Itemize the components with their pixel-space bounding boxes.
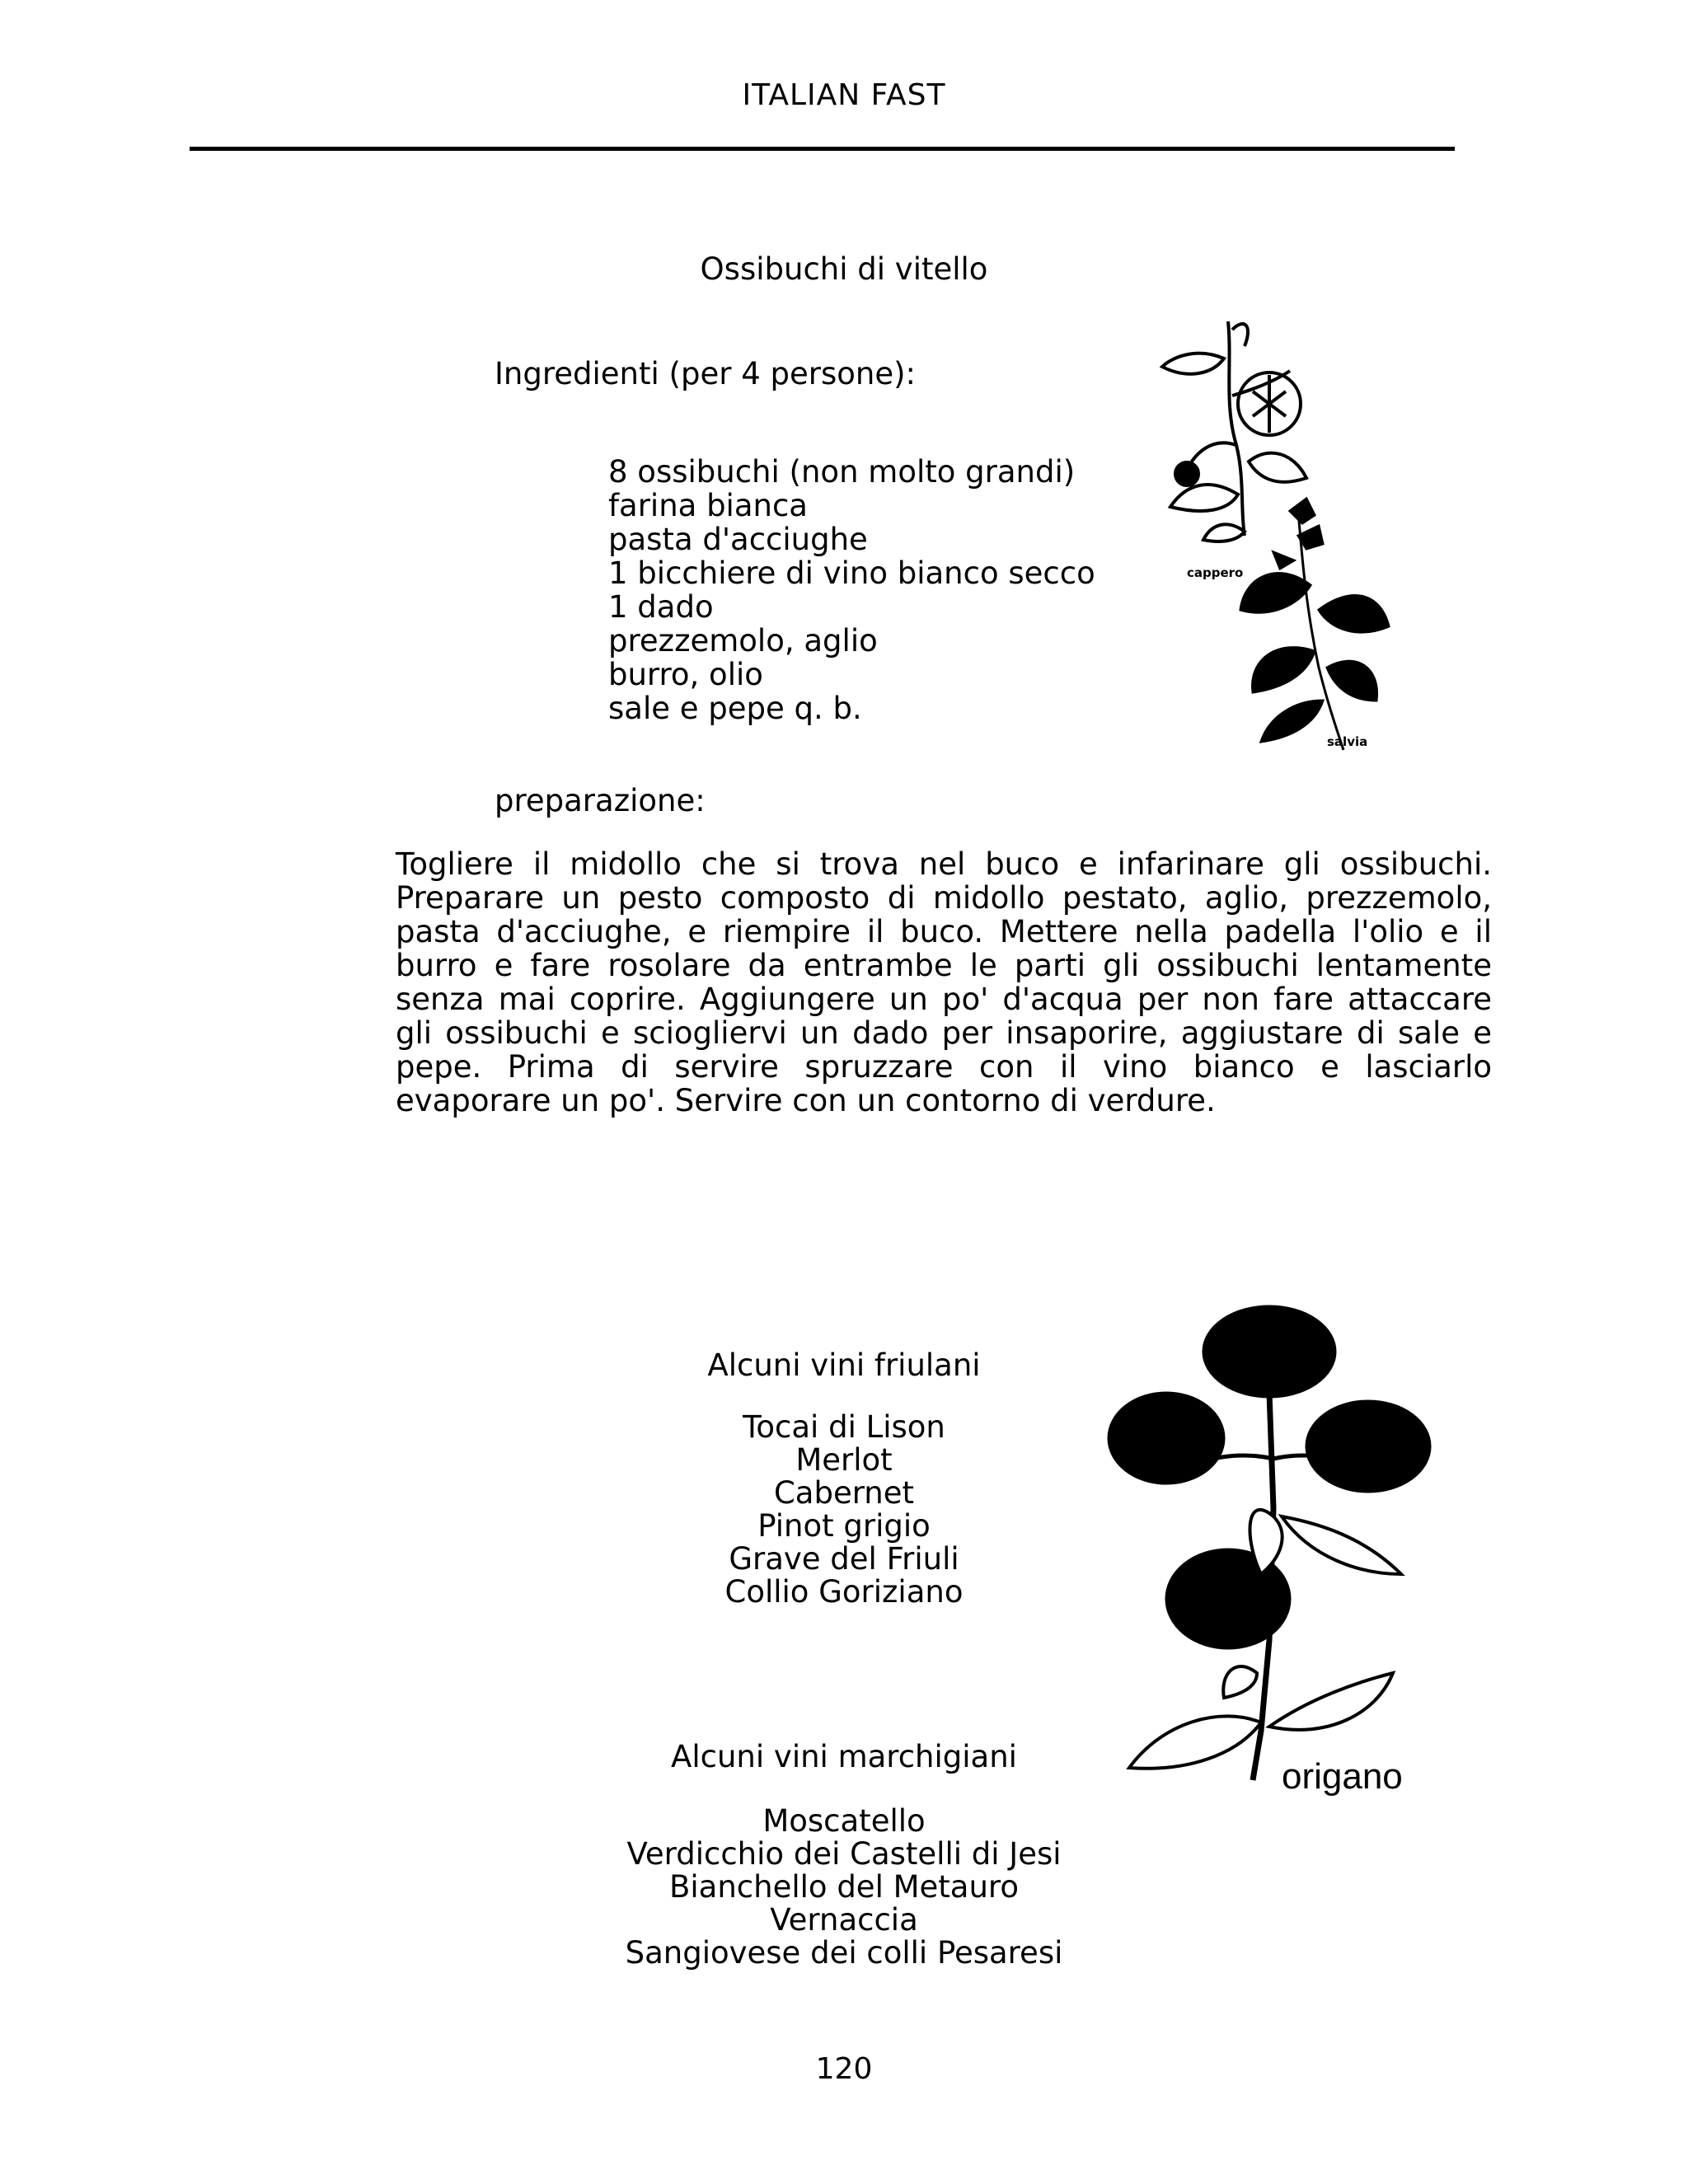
ingredients-heading: Ingredienti (per 4 persone):: [495, 356, 916, 391]
preparation-text: Togliere il midollo che si trova nel buco e infarinare gli ossibuchi. Preparare un pesto composto di midollo pestato, aglio, prezzemolo, pasta d'acciughe, e riempire il buco. Mettere nella padella l'olio e il burro e fare rosolare da entrambe le parti gli ossibuchi lentamente senza mai coprire. Aggiungere un po' d'acqua per non fare attaccare gli ossibuchi e sciogliervi un dado per insaporire, aggiustare di sale e pepe. Prima di servire spruzzare con il vino bianco e lasciarlo evaporare un po'. Servire con un contorno di verdure.: [396, 846, 1492, 1118]
wine-item: Collio Goriziano: [724, 1574, 964, 1610]
wine-item: Bianchello del Metauro: [669, 1869, 1019, 1905]
illustration-label-origano: origano: [1282, 1756, 1403, 1797]
wine-item: Grave del Friuli: [729, 1541, 959, 1577]
page-number: 120: [815, 2052, 873, 2086]
ingredient-item: 1 bicchiere di vino bianco secco: [608, 555, 1095, 591]
ingredient-item: sale e pepe q. b.: [608, 691, 862, 726]
wine-item: Cabernet: [773, 1475, 915, 1511]
ingredient-item: pasta d'acciughe: [608, 522, 868, 557]
caper-sage-illustration: [1146, 313, 1409, 758]
ingredient-item: prezzemolo, aglio: [608, 623, 878, 658]
friuli-wines-heading: Alcuni vini friulani: [707, 1347, 981, 1383]
wine-item: Verdicchio dei Castelli di Jesi: [626, 1836, 1062, 1872]
illustration-label-cappero: cappero: [1187, 565, 1244, 580]
ingredient-item: farina bianca: [608, 488, 808, 523]
wine-item: Sangiovese dei colli Pesaresi: [625, 1935, 1063, 1971]
ingredients-list: [608, 455, 1095, 725]
header-rule: [190, 147, 1455, 151]
ingredient-item: burro, olio: [608, 657, 763, 692]
wine-item: Tocai di Lison: [743, 1409, 945, 1445]
preparation-heading: preparazione:: [495, 783, 706, 818]
wine-item: Merlot: [795, 1442, 893, 1478]
marche-wines-heading: Alcuni vini marchigiani: [671, 1739, 1017, 1774]
running-header: ITALIAN FAST: [742, 78, 946, 112]
ingredient-item: 8 ossibuchi (non molto grandi): [608, 454, 1076, 490]
illustration-label-salvia: salvia: [1327, 734, 1368, 749]
wine-item: Moscatello: [762, 1803, 926, 1839]
wine-item: Pinot grigio: [757, 1508, 931, 1544]
oregano-illustration: [1096, 1294, 1459, 1805]
ingredient-item: 1 dado: [608, 589, 714, 625]
marche-wines-list: [0, 1805, 1688, 1970]
recipe-title: Ossibuchi di vitello: [700, 251, 988, 287]
wine-item: Vernaccia: [770, 1902, 918, 1938]
